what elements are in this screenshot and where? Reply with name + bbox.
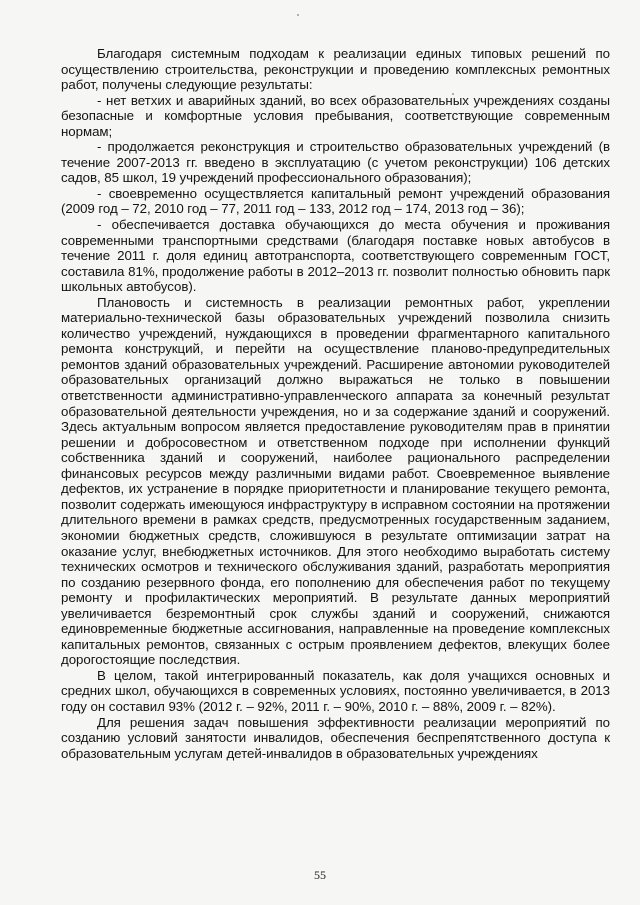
document-body — [61, 46, 610, 761]
list-item: - своевременно осуществляется капитальный ремонт учреждений образования (2009 год – 72, 2010 год – 77, 2011 год – 133, 2012 год – 174, 2013 год – 36); — [61, 185, 610, 217]
list-item: - обеспечивается доставка обучающихся до места обучения и проживания современными транспортными средствами (благодаря поставке новых автобусов в течение 2011 г. доля единиц автотранспорта, соответствующего современным ГОСТ, составила 81%, продолжение работы в 2012–2013 гг. позволит полностью обновить парк школьных автобусов). — [61, 217, 610, 295]
page-number: 55 — [314, 868, 326, 882]
scan-speck — [297, 14, 299, 16]
paragraph-disabled-access: Для решения задач повышения эффективности реализации мероприятий по созданию условий занятости инвалидов, обеспечения беспрепятственного доступа к образовательным услугам детей-инвалидов в образовательных учреждениях — [61, 714, 610, 761]
paragraph-repair-planning: Плановость и системность в реализации ремонтных работ, укреплении материально-технической базы образовательных учреждений позволила снизить количество учреждений, нуждающихся в проведении фрагментарного капитального ремонта конструкций, и перейти на осуществление планово-предупредительных ремонтов зданий образовательных учреждений. Расширение автономии руководителей образовательных организаций должно выражаться не только в повышении ответственности административно-управленческого аппарата за конечный результат образовательной деятельности учреждения, но и за содержание зданий и сооружений. Здесь актуальным вопросом является предоставление руководителям прав в принятии решении и добросовестном и ответственном подходе при исполнении функций собственника зданий и сооружений, наиболее рационального распределении финансовых ресурсов между различными видами работ. Своевременное выявление дефектов, их устранение в порядке приоритетности и планирование текущего ремонта, позволит содержать имеющуюся инфраструктуру в исправном состоянии на протяжении длительного времени в рамках средств, предусмотренных государственным заданием, экономии бюджетных средств, сложившуюся в результате оптимизации затрат на оказание услуг, внебюджетных источников. Для этого необходимо выработать систему технических осмотров и технического обслуживания зданий, разработать мероприятия по созданию резервного фонда, его пополнению для обеспечения работ по текущему ремонту и профилактических мероприятий. В результате данных мероприятий увеличивается безремонтный срок службы зданий и сооружений, снижаются единовременные бюджетные ассигнования, направленные на проведение комплексных капитальных ремонтов, связанных с острым проявлением дефектов, влекущих более дорогостоящие последствия. — [61, 294, 610, 668]
paragraph-intro: Благодаря системным подходам к реализации единых типовых решений по осуществлению строительства, реконструкции и проведению комплексных ремонтных работ, получены следующие результаты: — [61, 46, 610, 93]
paragraph-integrated-indicator: В целом, такой интегрированный показатель, как доля учащихся основных и средних школ, обучающихся в современных условиях, постоянно увеличивается, в 2013 году он составил 93% (2012 г. – 92%, 2011 г. – 90%, 2010 г. – 88%, 2009 г. – 82%). — [61, 667, 610, 714]
list-item: - нет ветхих и аварийных зданий, во всех образовательных учреждениях созданы безопасные и комфортные условия пребывания, соответствующие современным нормам; — [61, 92, 610, 139]
list-item: - продолжается реконструкция и строительство образовательных учреждений (в течение 2007-2013 гг. введено в эксплуатацию (с учетом реконструкции) 106 детских садов, 85 школ, 19 учреждений профессионального образования); — [61, 139, 610, 186]
